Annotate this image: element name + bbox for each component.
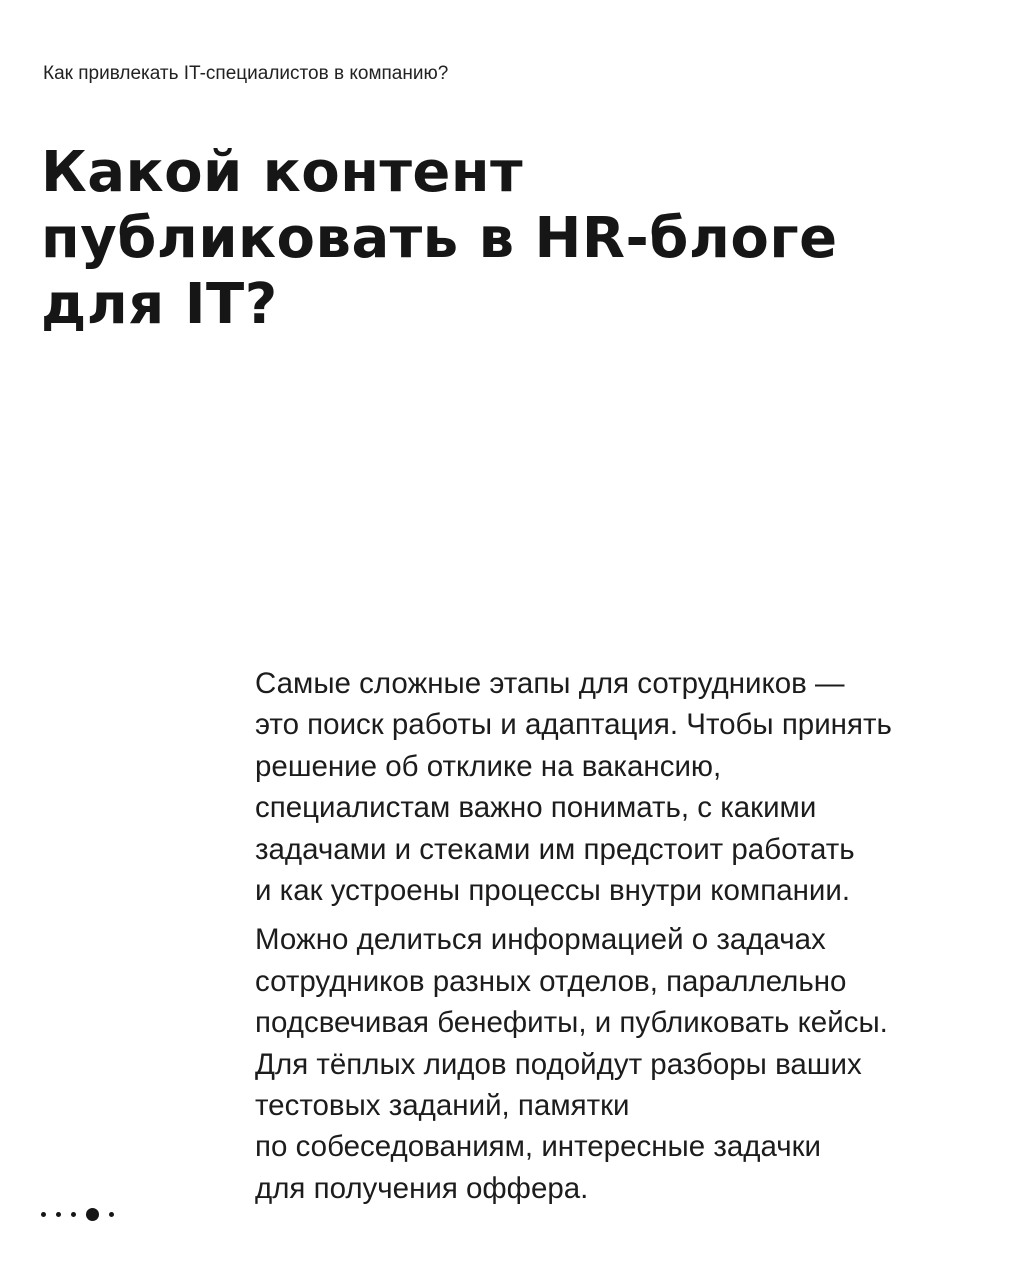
text-line: Для тёплых лидов подойдут разборы ваших [255, 1047, 862, 1081]
title-line: для IT? [41, 272, 278, 337]
pagination-dot[interactable] [41, 1212, 46, 1217]
text-line: Можно делиться информацией о задачах [255, 923, 826, 957]
text-line: по собеседованиям, интересные задачки [255, 1130, 822, 1164]
text-line: это поиск работы и адаптация. Чтобы принять [255, 708, 892, 742]
title-line: публиковать в HR-блоге [41, 206, 838, 271]
text-line: задачами и стеками им предстоит работать [255, 832, 855, 866]
pagination-dots [41, 1206, 114, 1222]
pagination-dot[interactable] [109, 1212, 114, 1217]
text-line: Самые сложные этапы для сотрудников — [255, 667, 845, 700]
text-line: для получения оффера. [255, 1171, 589, 1205]
paragraph-2 [255, 919, 995, 1209]
text-line: решение об отклике на вакансию, [255, 749, 722, 783]
kicker-text: Как привлекать IT-специалистов в компанию? [43, 63, 449, 84]
paragraph-1 [255, 663, 995, 911]
text-line: сотрудников разных отделов, параллельно [255, 964, 847, 998]
pagination-dot[interactable] [56, 1212, 61, 1217]
text-line: специалистам важно понимать, с какими [255, 791, 817, 825]
text-line: подсвечивая бенефиты, и публиковать кейсы. [255, 1006, 888, 1040]
text-line: тестовых заданий, памятки [255, 1089, 630, 1123]
pagination-dot[interactable] [71, 1212, 76, 1217]
text-line: и как устроены процессы внутри компании. [255, 874, 851, 908]
body-text [255, 663, 995, 1217]
title-line: Какой контент [41, 140, 524, 205]
pagination-dot-active[interactable] [86, 1208, 99, 1221]
page-title [41, 140, 991, 338]
